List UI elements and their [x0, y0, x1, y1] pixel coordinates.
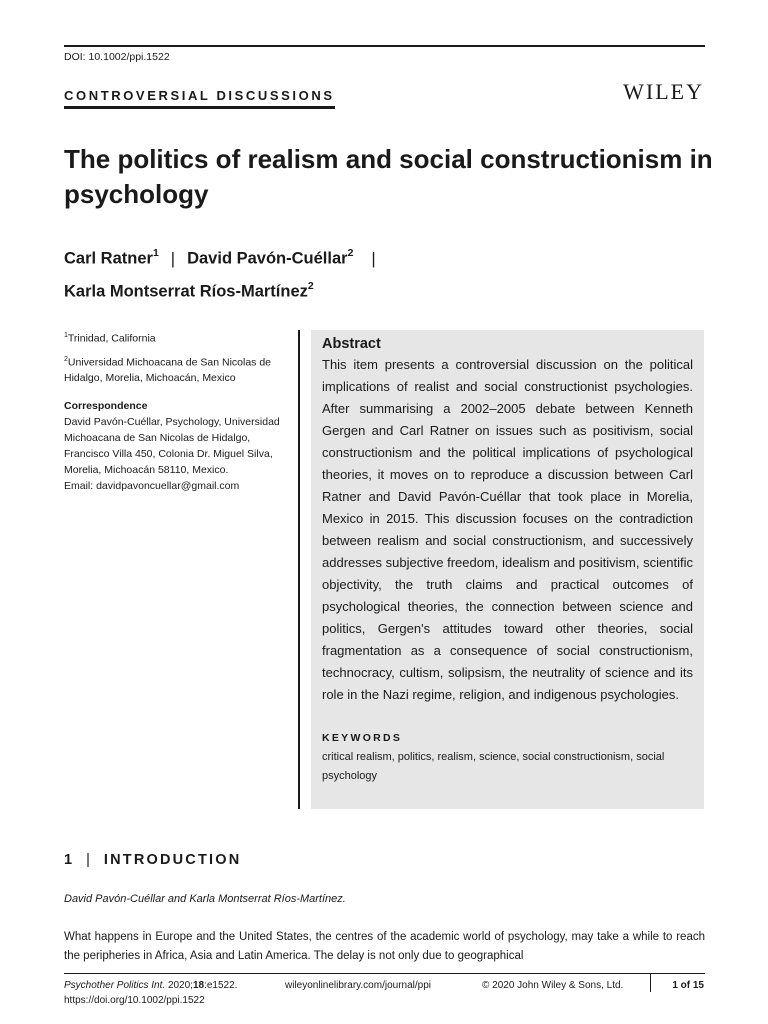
doi-link[interactable]: https://doi.org/10.1002/ppi.1522: [64, 995, 205, 1006]
citation-article: :e1522.: [204, 980, 238, 991]
author-separator: |: [170, 249, 176, 268]
affiliation-text: Universidad Michoacana de San Nicolas de Hidalgo, Morelia, Michoacán, Mexico: [64, 356, 272, 384]
journal-name: Psychother Politics Int.: [64, 980, 166, 991]
publisher-logo: WILEY: [623, 79, 704, 104]
footer-divider: [650, 974, 651, 992]
page-number: 1 of 15: [672, 980, 704, 991]
author-name[interactable]: Karla Montserrat Ríos-Martínez: [64, 282, 308, 300]
section-title: INTRODUCTION: [103, 852, 242, 868]
affiliation-column: [64, 328, 292, 494]
author-list: [64, 240, 714, 305]
article-title: The politics of realism and social constructionism in psychology: [64, 144, 713, 209]
author-separator: |: [371, 249, 376, 268]
abstract-panel: [311, 330, 704, 809]
abstract-divider: [298, 330, 300, 809]
citation-volume: 18: [192, 980, 205, 991]
section-number: 1: [64, 852, 73, 868]
affiliation-marker: 2: [307, 279, 314, 292]
footer-citation: [64, 978, 237, 1008]
section-separator: |: [86, 852, 90, 868]
affiliation-item: [64, 328, 292, 347]
keywords-heading: KEYWORDS: [322, 732, 403, 744]
correspondence-heading: Correspondence: [64, 400, 148, 412]
doi-text[interactable]: DOI: 10.1002/ppi.1522: [64, 51, 170, 63]
affiliation-marker: 1: [152, 247, 159, 259]
keywords-list: critical realism, politics, realism, science, social constructionism, social psychology: [322, 751, 665, 782]
header-rule: [64, 45, 705, 47]
affiliation-marker: 2: [347, 247, 354, 259]
affiliation-text: Trinidad, California: [67, 332, 156, 345]
abstract-heading: Abstract: [322, 336, 381, 352]
correspondence-address: David Pavón-Cuéllar, Psychology, Universidad Michoacana de San Nicolas de Hidalgo, Francisco Villa 450, Colonia Dr. Miguel Silva, Morelia, Michoacán 58110, Mexico.: [64, 416, 280, 476]
author-name[interactable]: David Pavón-Cuéllar: [187, 249, 348, 268]
affiliation-number: 2: [64, 355, 68, 363]
affiliation-number: 1: [64, 332, 68, 339]
section-heading-introduction: [64, 852, 241, 868]
correspondence-email[interactable]: Email: davidpavoncuellar@gmail.com: [64, 480, 240, 492]
author-name[interactable]: Carl Ratner: [64, 249, 153, 268]
abstract-text: This item presents a controversial discussion on the political implications of realist and social constructionist psychologies. After summarising a 2002–2005 debate between Kenneth Gergen and Carl Ratner on issues such as positivism, social constructionism and the political implications of psychological theories, it moves on to reproduce a discussion between Carl Ratner and David Pavón-Cuéllar that took place in Morelia, Mexico in 2015. This discussion focuses on the contradiction between realism and social constructionism, and successively addresses subjective freedom, idealism and positivism, scientific objectivity, the truth claims and practical outcomes of psychological theories, the connection between science and politics, Gergen's attitudes toward other theories, social fragmentation as a consequence of social constructionism, technocracy, cultism, solipsism, the neutrality of science and its role in the Nazi regime, religion, and indigenous psychologies.: [322, 357, 693, 702]
copyright-text: © 2020 John Wiley & Sons, Ltd.: [482, 980, 624, 991]
journal-site-link[interactable]: wileyonlinelibrary.com/journal/ppi: [285, 980, 431, 991]
section-label: CONTROVERSIAL DISCUSSIONS: [64, 88, 335, 109]
section-authors: David Pavón-Cuéllar and Karla Montserrat Ríos-Martínez.: [64, 893, 346, 905]
affiliation-item: [64, 352, 292, 387]
citation-year: 2020;: [167, 980, 193, 991]
footer-rule: [64, 973, 705, 974]
body-paragraph: What happens in Europe and the United States, the centres of the academic world of psychology, may take a while to reach the peripheries in Africa, Asia and Latin America. The delay is not only due to geographical: [64, 931, 705, 962]
